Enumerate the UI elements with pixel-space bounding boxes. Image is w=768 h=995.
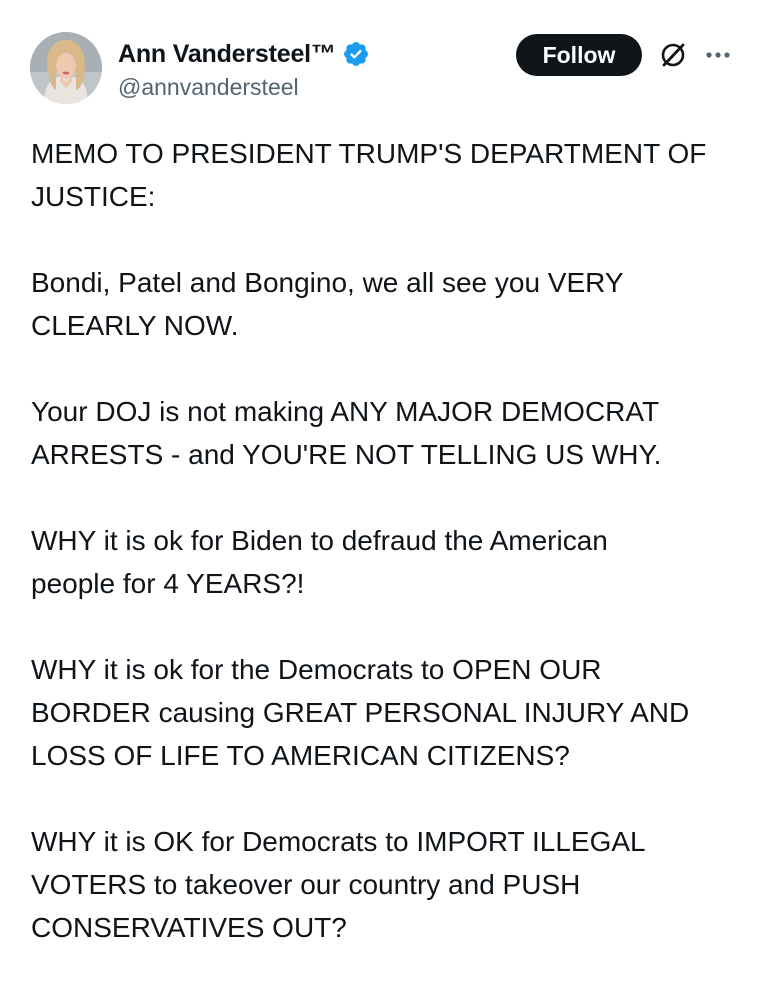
tweet-text <box>31 132 743 992</box>
avatar[interactable] <box>30 32 102 104</box>
tweet-paragraph: Your DOJ is not making ANY MAJOR DEMOCRAT ARRESTS - and YOU'RE NOT TELLING US WHY. <box>31 396 662 470</box>
more-options-icon[interactable] <box>702 40 734 70</box>
tweet-paragraph: MEMO TO PRESIDENT TRUMP'S DEPARTMENT OF JUSTICE: <box>31 138 707 212</box>
grok-icon[interactable] <box>658 40 688 70</box>
tweet-paragraph: WHY it is OK for Democrats to IMPORT ILLEGAL VOTERS to takeover our country and PUSH CONSERVATIVES OUT? <box>31 826 646 943</box>
tweet-paragraph: WHY it is ok for the Democrats to OPEN OUR BORDER causing GREAT PERSONAL INJURY AND LOSS OF LIFE TO AMERICAN CITIZENS? <box>31 654 690 771</box>
verified-badge-icon <box>342 40 370 68</box>
author-display-name[interactable]: Ann Vandersteel™ <box>118 39 336 68</box>
follow-button[interactable]: Follow <box>516 34 642 76</box>
tweet-paragraph: Bondi, Patel and Bongino, we all see you VERY CLEARLY NOW. <box>31 267 624 341</box>
tweet-paragraph: WHY it is ok for Biden to defraud the American people for 4 YEARS?! <box>31 525 608 599</box>
tweet-header <box>30 32 740 108</box>
author-identity <box>118 38 370 101</box>
avatar-image <box>30 32 102 104</box>
name-row <box>118 38 370 70</box>
author-handle[interactable]: @annvandersteel <box>118 74 299 100</box>
